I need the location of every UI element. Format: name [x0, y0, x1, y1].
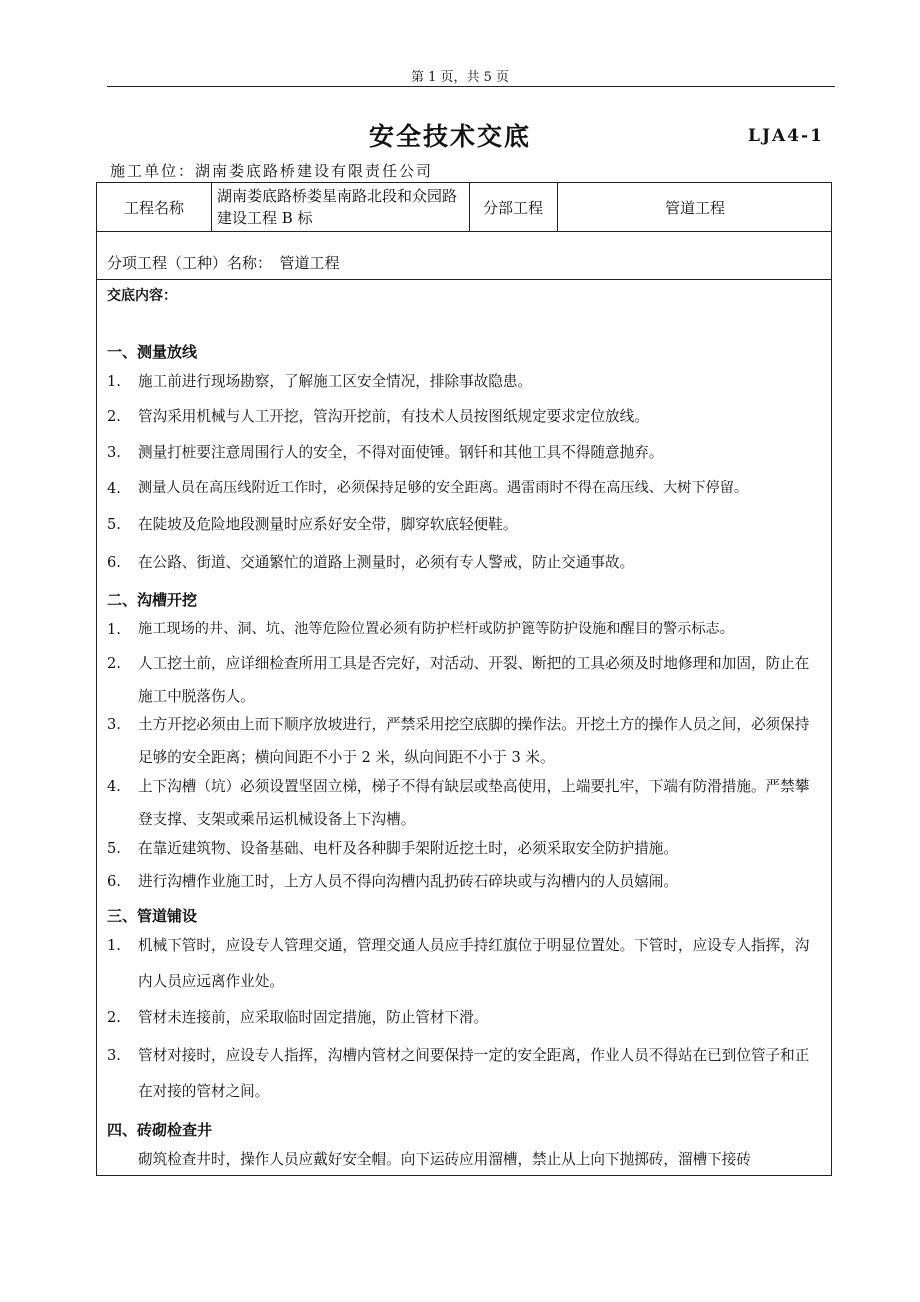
item-number: 4.	[107, 480, 121, 497]
item-number: 3.	[107, 1047, 121, 1064]
table-rule	[97, 279, 831, 280]
division-label: 分部工程	[482, 198, 543, 217]
item-number: 1.	[107, 373, 121, 390]
item-text: 施工现场的井、洞、坑、池等危险位置必须有防护栏杆或防护篦等防护设施和醒目的警示标志。	[138, 621, 734, 637]
item-number: 3.	[107, 444, 121, 461]
item-text: 在靠近建筑物、设备基础、电杆及各种脚手架附近挖土时，必须采取安全防护措施。	[138, 840, 678, 857]
item-text: 管沟采用机械与人工开挖，管沟开挖前，有技术人员按图纸规定要求定位放线。	[138, 408, 649, 425]
item-number: 6.	[107, 873, 121, 890]
item-text: 在公路、街道、交通繁忙的道路上测量时，必须有专人警戒，防止交通事故。	[138, 554, 635, 571]
item-text: 施工前进行现场勘察，了解施工区安全情况，排除事故隐患。	[138, 373, 533, 390]
header-rule	[107, 86, 835, 87]
item-text: 在陡坡及危险地段测量时应系好安全带，脚穿软底轻便鞋。	[138, 516, 518, 533]
item-text: 管材对接时，应设专人指挥，沟槽内管材之间要保持一定的安全距离，作业人员不得站在已到位管子和正在对接的管材之间。	[138, 1047, 810, 1100]
item-text: 人工挖土前，应详细检查所用工具是否完好，对活动、开裂、断把的工具必须及时地修理和加固，防止在施工中脱落伤人。	[138, 655, 810, 705]
item-number: 3.	[107, 716, 121, 733]
disclosure-table	[96, 182, 832, 1176]
item-number: 5.	[107, 840, 121, 857]
item-text: 机械下管时，应设专人管理交通，管理交通人员应手持红旗位于明显位置处。下管时，应设专人指挥，沟内人员应远离作业处。	[138, 937, 810, 990]
project-name-value: 湖南娄底路桥娄星南路北段和众园路建设工程 B 标	[217, 187, 458, 227]
table-rule	[97, 231, 831, 232]
item-number: 2.	[107, 655, 121, 672]
page-header: 第 1 页，共 5 页	[410, 70, 510, 85]
division-value: 管道工程	[664, 198, 725, 217]
item-text: 进行沟槽作业施工时，上方人员不得向沟槽内乱扔砖石碎块或与沟槽内的人员嬉闹。	[138, 873, 678, 890]
document-code: LJA4-1	[748, 126, 824, 146]
item-number: 5.	[107, 516, 121, 533]
item-text: 测量打桩要注意周围行人的安全，不得对面使锤。钢钎和其他工具不得随意抛弃。	[138, 444, 664, 461]
item-text: 管材未连接前，应采取临时固定措施，防止管材下滑。	[138, 1009, 489, 1026]
section-heading: 四、砖砌检查井	[107, 1121, 213, 1139]
section-paragraph: 砌筑检查井时，操作人员应戴好安全帽。向下运砖应用溜槽，禁止从上向下抛掷砖，溜槽下接砖	[138, 1151, 751, 1168]
section-heading: 三、管道铺设	[107, 907, 198, 925]
construction-unit-line: 施工单位：湖南娄底路桥建设有限责任公司	[110, 162, 434, 180]
section-heading: 一、测量放线	[107, 343, 198, 361]
item-number: 1.	[107, 937, 121, 954]
table-divider	[211, 183, 212, 231]
item-number: 1.	[107, 621, 121, 638]
item-text: 上下沟槽（坑）必须设置坚固立梯，梯子不得有缺层或垫高使用，上端要扎牢，下端有防滑措施。严禁攀登支撑、支架或乘吊运机械设备上下沟槽。	[138, 778, 810, 828]
item-text: 测量人员在高压线附近工作时，必须保持足够的安全距离。遇雷雨时不得在高压线、大树下停留。	[138, 480, 749, 496]
content-label: 交底内容：	[107, 288, 177, 304]
subitem-name-line: 分项工程（工种）名称： 管道工程	[107, 253, 340, 272]
document-title: 安全技术交底	[368, 122, 531, 151]
item-text: 土方开挖必须由上而下顺序放坡进行，严禁采用挖空底脚的操作法。开挖土方的操作人员之间，必须保持足够的安全距离；横向间距不小于 2 米，纵向间距不小于 3 米。	[138, 716, 810, 766]
project-name-label: 工程名称	[123, 198, 184, 217]
item-number: 2.	[107, 1009, 121, 1026]
item-number: 6.	[107, 554, 121, 571]
section-heading: 二、沟槽开挖	[107, 591, 198, 609]
item-number: 4.	[107, 778, 121, 795]
item-number: 2.	[107, 408, 121, 425]
